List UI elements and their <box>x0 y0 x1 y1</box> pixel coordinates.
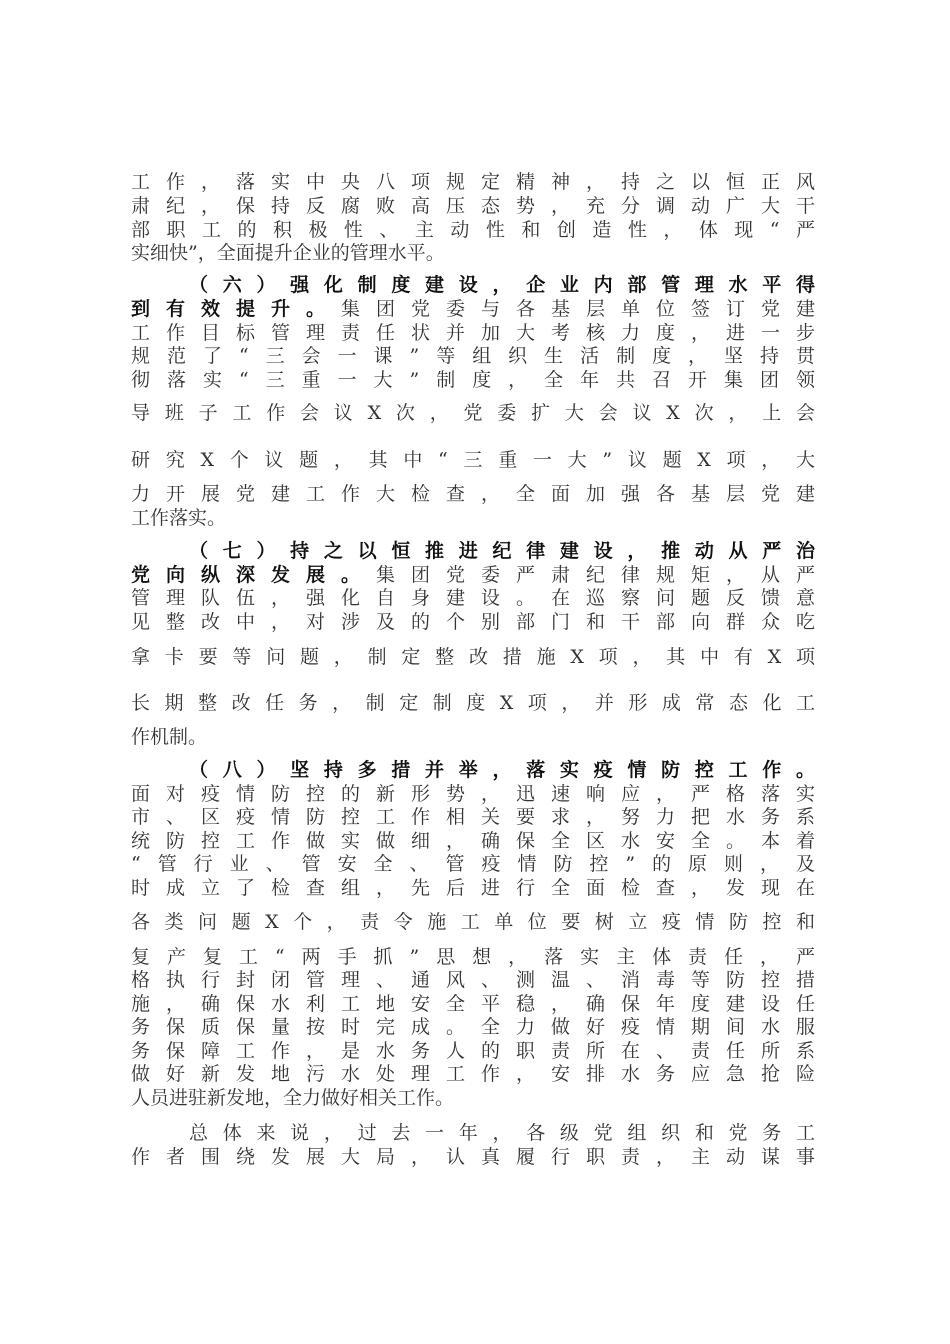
text-line: 市、区疫情防控工作相关要求，努力把水务系 <box>131 806 815 828</box>
text-line: “管行业、管安全、管疫情防控”的原则，及 <box>131 853 815 875</box>
text-line: 做好新发地污水处理工作，安排水务应急抢险 <box>131 1063 815 1085</box>
section-heading-7-continued: 党向纵深发展。 <box>131 564 376 586</box>
text-line: 施，确保水利工地安全平稳，确保年度建设任 <box>131 993 815 1015</box>
text-line: 见整改中，对涉及的个别部门和干部向群众吃 <box>131 611 815 633</box>
text-line: 规范了“三会一课”等组织生活制度，坚持贯 <box>131 345 815 367</box>
section-heading-8: （八）坚持多措并举，落实疫情防控工作。 <box>189 759 815 781</box>
text-line: 作者围绕发展大局，认真履行职责，主动谋事 <box>131 1146 815 1168</box>
text-line: 作机制。 <box>131 726 208 748</box>
text-line <box>131 297 815 321</box>
text-line: 管理队伍，强化自身建设。在巡察问题反馈意 <box>131 587 815 609</box>
text-line: 研究X个议题，其中“三重一大”议题X项，大 <box>131 449 815 471</box>
text-line: 彻落实“三重一大”制度，全年共召开集团领 <box>131 369 815 391</box>
text-line: 面对疫情防控的新形势，迅速响应，严格落实 <box>131 783 815 805</box>
section-heading-7: （七）持之以恒推进纪律建设，推动从严治 <box>189 540 815 562</box>
text-line: 长期整改任务，制定制度X项，并形成常态化工 <box>131 692 815 714</box>
text-line: 肃纪，保持反腐败高压态势，充分调动广大干 <box>131 195 815 217</box>
text-line: 部职工的积极性、主动性和创造性，体现“严 <box>131 219 815 241</box>
text-line: 统防控工作做实做细，确保全区水安全。本着 <box>131 830 815 852</box>
section-heading-6: （六）强化制度建设，企业内部管理水平得 <box>189 274 815 296</box>
text-line: 力开展党建工作大检查，全面加强各基层党建 <box>131 483 815 505</box>
text-line: 时成立了检查组，先后进行全面检查，发现在 <box>131 877 815 899</box>
text-line-rest: 集团党委与各基层单位签订党建 <box>341 298 815 320</box>
text-line: 工作，落实中央八项规定精神，持之以恒正风 <box>131 171 815 193</box>
text-line: 格执行封闭管理、通风、测温、消毒等防控措 <box>131 969 815 991</box>
text-line <box>131 563 815 587</box>
text-line: 务保障工作，是水务人的职责所在、责任所系 <box>131 1040 815 1062</box>
text-line: 各类问题X个，责令施工单位要树立疫情防控和 <box>131 911 815 933</box>
text-line: 复产复工“两手抓”思想，落实主体责任，严 <box>131 946 815 968</box>
text-line: 拿卡要等问题，制定整改措施X项，其中有X项 <box>131 646 815 668</box>
text-line: 工作目标管理责任状并加大考核力度，进一步 <box>131 322 815 344</box>
text-line-rest: 集团党委严肃纪律规矩，从严 <box>376 564 815 586</box>
section-heading-6-continued: 到有效提升。 <box>131 298 341 320</box>
text-line: 实细快”，全面提升企业的管理水平。 <box>131 242 445 264</box>
text-line: 工作落实。 <box>131 507 227 529</box>
text-line: 人员进驻新发地，全力做好相关工作。 <box>131 1087 455 1109</box>
text-line: 总体来说，过去一年，各级党组织和党务工 <box>189 1122 815 1144</box>
text-line: 导班子工作会议X次，党委扩大会议X次，上会 <box>131 402 815 424</box>
text-line: 务保质保量按时完成。全力做好疫情期间水服 <box>131 1016 815 1038</box>
